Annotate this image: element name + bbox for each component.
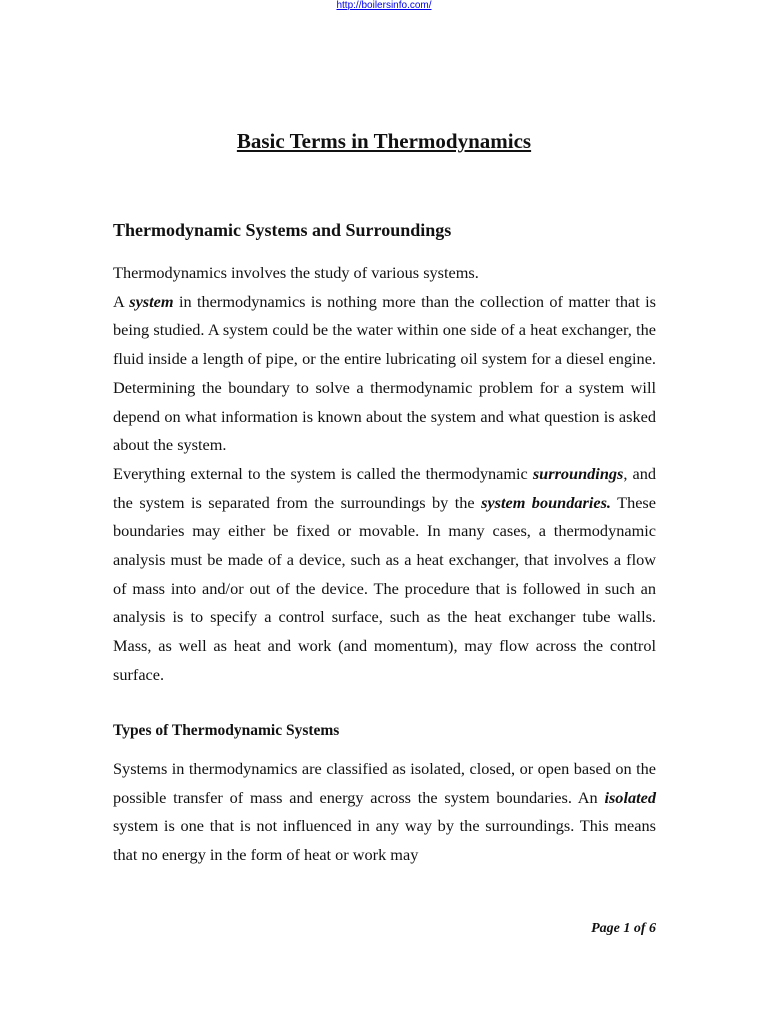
para3-text-b: system is one that is not influenced in any way by the surroundings. This means that no energy in the form of heat or work may [113, 816, 656, 865]
intro-line: Thermodynamics involves the study of various systems. [113, 263, 479, 282]
term-surroundings: surroundings [532, 463, 624, 483]
paragraph-system-definition [113, 288, 656, 460]
para2-text-a: Everything external to the system is called the thermodynamic [113, 463, 533, 483]
section-body [113, 259, 656, 690]
types-body [113, 755, 656, 870]
para3-text-a: Systems in thermodynamics are classified as isolated, closed, or open based on the possible transfer of mass and energy across the system boundaries. An [113, 759, 656, 807]
para1-text-a: A [113, 291, 130, 311]
term-system: system [129, 291, 174, 311]
document-title: Basic Terms in Thermodynamics [236, 129, 532, 153]
source-url-link[interactable]: http://boilersinfo.com/ [336, 0, 432, 11]
subheading-types: Types of Thermodynamic Systems [113, 722, 340, 739]
para1-text-b: in thermodynamics is nothing more than the collection of matter that is being studied. A system could be the water within one side of a heat exchanger, the fluid inside a length of pipe, or the entire lubricating oil system for a diesel engine. Determining the boundary to solve a thermodynamic problem for a system will depend on what information is known about the system and what question is asked about the system. [113, 291, 656, 455]
term-system-boundaries: system boundaries. [481, 492, 611, 512]
para2-text-c: These boundaries may either be fixed or movable. In many cases, a thermodynamic analysis must be made of a device, such as a heat exchanger, that involves a flow of mass into and/or out of the device. The procedure that is followed in such an analysis is to specify a control surface, such as the heat exchanger tube walls. Mass, as well as heat and work (and momentum), may flow across the control surface. [113, 492, 656, 684]
page-number: Page 1 of 6 [591, 921, 656, 936]
paragraph-types [113, 755, 656, 870]
term-isolated: isolated [604, 787, 656, 807]
paragraph-surroundings [113, 460, 656, 690]
para2-text-b: , and the system is separated from the surroundings by the [113, 463, 656, 512]
section-heading: Thermodynamic Systems and Surroundings [113, 220, 452, 240]
